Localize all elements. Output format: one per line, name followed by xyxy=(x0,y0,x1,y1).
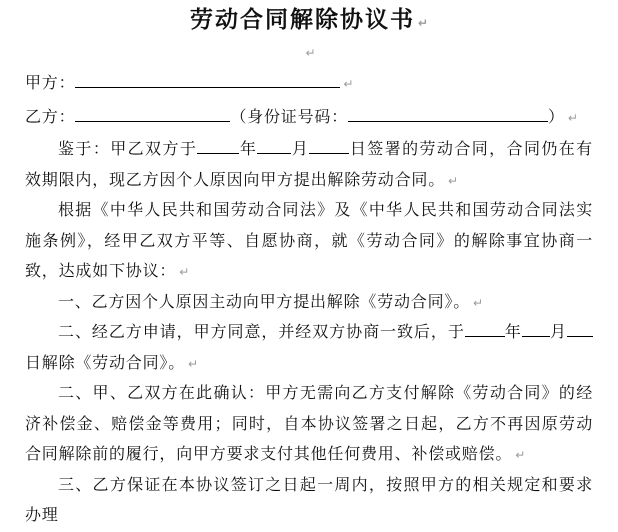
basis-paragraph xyxy=(25,196,593,288)
fill-in-blank[interactable] xyxy=(257,139,291,154)
fill-in-blank[interactable] xyxy=(309,139,349,154)
text-run: 根据《中华人民共和国劳动合同法》及《中华人民共和国劳动合同法实施条例》，经甲乙双方平等、自愿协商，就《劳动合同》的解除事宜协商一致，达成如下协议： xyxy=(25,202,593,280)
clause-4 xyxy=(25,471,593,532)
fill-in-blank[interactable] xyxy=(522,322,550,337)
paragraph-mark: ↵ xyxy=(343,77,354,91)
text-run: 一、乙方因个人原因主动向甲方提出解除《劳动合同》。 xyxy=(58,293,471,311)
paragraph-mark: ↵ xyxy=(515,448,526,462)
paragraph-mark: ↵ xyxy=(305,46,316,60)
text-run: （身份证号码： xyxy=(230,109,349,126)
text-run: 甲方： xyxy=(25,75,76,92)
fill-in-blank[interactable] xyxy=(348,107,548,122)
empty-line xyxy=(25,39,593,67)
text-run: 鉴于：甲乙双方于 xyxy=(58,141,198,158)
party-a-line xyxy=(25,67,593,101)
text-run: 月 xyxy=(291,141,310,158)
paragraph-mark: ↵ xyxy=(179,265,190,279)
fill-in-blank[interactable] xyxy=(75,73,340,88)
recital-paragraph xyxy=(25,135,593,196)
paragraph-mark: ↵ xyxy=(417,16,429,30)
document-body xyxy=(25,39,593,532)
clause-2 xyxy=(25,318,593,379)
text-run: 年 xyxy=(239,141,258,158)
party-b-line xyxy=(25,101,593,135)
paragraph-mark: ↵ xyxy=(567,111,578,125)
text-run: 月 xyxy=(549,324,567,341)
text-run: 年 xyxy=(504,324,522,341)
fill-in-blank[interactable] xyxy=(75,107,230,122)
fill-in-blank[interactable] xyxy=(197,139,239,154)
clause-3 xyxy=(25,379,593,471)
paragraph-mark: ↵ xyxy=(188,356,199,371)
text-run: 二、经乙方申请，甲方同意，并经双方协商一致后，于 xyxy=(58,324,465,341)
text-run: 日签署的劳动合同，合同仍在有效期限内，现乙方因个人原因向甲方提出解除劳动合同。 xyxy=(25,141,593,189)
paragraph-mark: ↵ xyxy=(473,295,484,310)
text-run: 二、甲、乙双方在此确认：甲方无需向乙方支付解除《劳动合同》的经济补偿金、赔偿金等费用；同时，自本协议签署之日起，乙方不再因原劳动合同解除前的履行，向甲方要求支付其他任何费用、补偿或赔偿。 xyxy=(25,385,593,463)
fill-in-blank[interactable] xyxy=(465,322,505,337)
text-run: 三、乙方保证在本协议签订之日起一周内，按照甲方的相关规定和要求办理 xyxy=(25,476,593,524)
document-title-text: 劳动合同解除协议书 xyxy=(189,7,415,32)
fill-in-blank[interactable] xyxy=(567,322,593,337)
document-title xyxy=(25,4,593,39)
text-run: ） xyxy=(548,109,565,126)
clause-1 xyxy=(25,288,593,319)
text-run: 乙方： xyxy=(25,109,76,126)
paragraph-mark: ↵ xyxy=(448,173,459,188)
text-run: 日解除《劳动合同》。 xyxy=(25,354,186,372)
